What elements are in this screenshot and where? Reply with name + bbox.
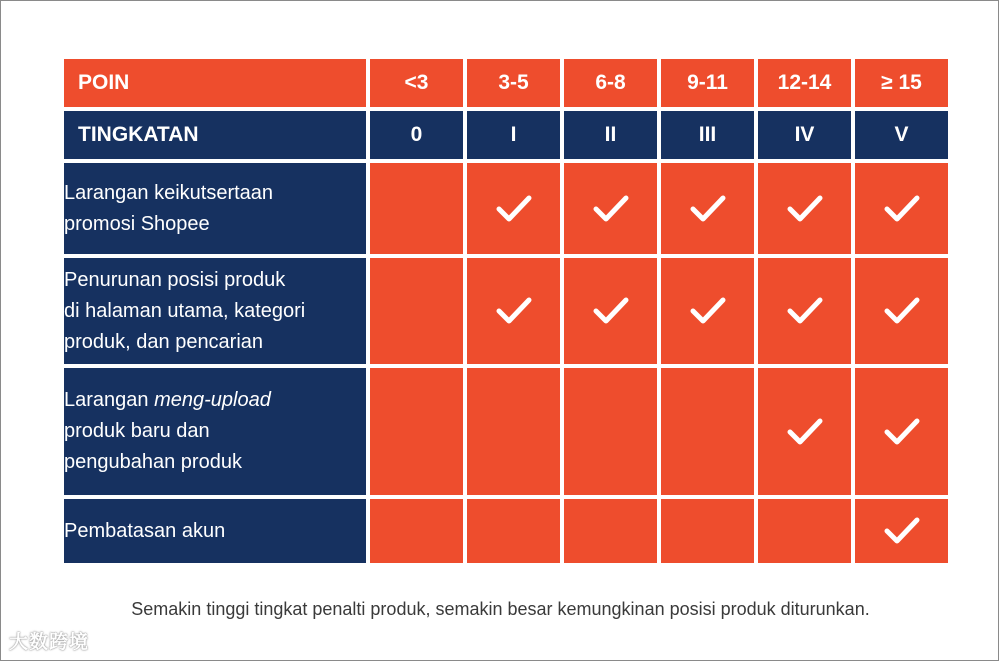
row-label-line: promosi Shopee (64, 212, 210, 235)
penalty-cell (661, 499, 754, 563)
points-range-3-5: 3-5 (467, 59, 560, 107)
row-label-line: Penurunan posisi produk (64, 268, 286, 291)
row-label-line: pengubahan produk (64, 451, 242, 473)
penalty-cell (758, 499, 851, 563)
checkmark-icon (786, 194, 824, 224)
checkmark-icon (495, 194, 533, 224)
points-range-12-14: 12-14 (758, 59, 851, 107)
level-iii: III (661, 111, 754, 159)
row-label-rank-demotion (64, 258, 366, 364)
penalty-cell (467, 499, 560, 563)
table-row (64, 499, 948, 563)
checkmark-icon (786, 417, 824, 447)
checkmark-icon (883, 516, 921, 546)
table-row (64, 258, 948, 364)
checkmark-icon (689, 296, 727, 326)
penalty-cell (467, 368, 560, 495)
level-i: I (467, 111, 560, 159)
penalty-cell (370, 368, 463, 495)
penalty-cell (370, 163, 463, 254)
penalty-cell (661, 258, 754, 364)
penalty-cell (564, 258, 657, 364)
penalty-cell (564, 499, 657, 563)
row-label-prefix: Larangan (64, 389, 155, 411)
points-header-row (64, 59, 948, 107)
level-v: V (855, 111, 948, 159)
checkmark-icon (883, 417, 921, 447)
row-label-line: Pembatasan akun (64, 519, 226, 542)
penalty-cell (855, 258, 948, 364)
penalty-cell (564, 368, 657, 495)
penalty-cell (758, 368, 851, 495)
level-ii: II (564, 111, 657, 159)
checkmark-icon (786, 296, 824, 326)
penalty-cell (855, 163, 948, 254)
checkmark-icon (495, 296, 533, 326)
row-label-line (64, 385, 366, 416)
checkmark-icon (689, 194, 727, 224)
row-label-upload-ban (64, 368, 366, 495)
penalty-cell (564, 163, 657, 254)
points-range-6-8: 6-8 (564, 59, 657, 107)
points-range-lt3: <3 (370, 59, 463, 107)
row-label-line: Larangan keikutsertaan (64, 181, 274, 204)
penalty-table (60, 55, 952, 567)
levels-header-row (64, 111, 948, 159)
penalty-cell (370, 499, 463, 563)
level-0: 0 (370, 111, 463, 159)
row-label-line: di halaman utama, kategori (64, 299, 306, 322)
penalty-cell (661, 163, 754, 254)
penalty-cell (661, 368, 754, 495)
checkmark-icon (592, 296, 630, 326)
row-label-line: produk baru dan (64, 420, 210, 442)
penalty-cell (855, 499, 948, 563)
table-row (64, 368, 948, 495)
level-iv: IV (758, 111, 851, 159)
checkmark-icon (883, 296, 921, 326)
watermark-logo: 大数跨境 (9, 632, 90, 653)
penalty-cell (855, 368, 948, 495)
table-row (64, 163, 948, 254)
penalty-cell (758, 258, 851, 364)
points-range-ge15: ≥ 15 (855, 59, 948, 107)
row-label-promo-ban (64, 163, 366, 254)
penalty-cell (758, 163, 851, 254)
points-header-label: POIN (64, 59, 366, 107)
row-label-italic: meng-upload (154, 389, 271, 411)
checkmark-icon (592, 194, 630, 224)
row-label-line: produk, dan pencarian (64, 330, 264, 353)
row-label-account-restriction (64, 499, 366, 563)
levels-header-label: TINGKATAN (64, 111, 366, 159)
penalty-cell (467, 163, 560, 254)
penalty-cell (467, 258, 560, 364)
footnote-caption: Semakin tinggi tingkat penalti produk, semakin besar kemungkinan posisi produk diturunkan. (131, 599, 870, 619)
checkmark-icon (883, 194, 921, 224)
points-range-9-11: 9-11 (661, 59, 754, 107)
penalty-cell (370, 258, 463, 364)
